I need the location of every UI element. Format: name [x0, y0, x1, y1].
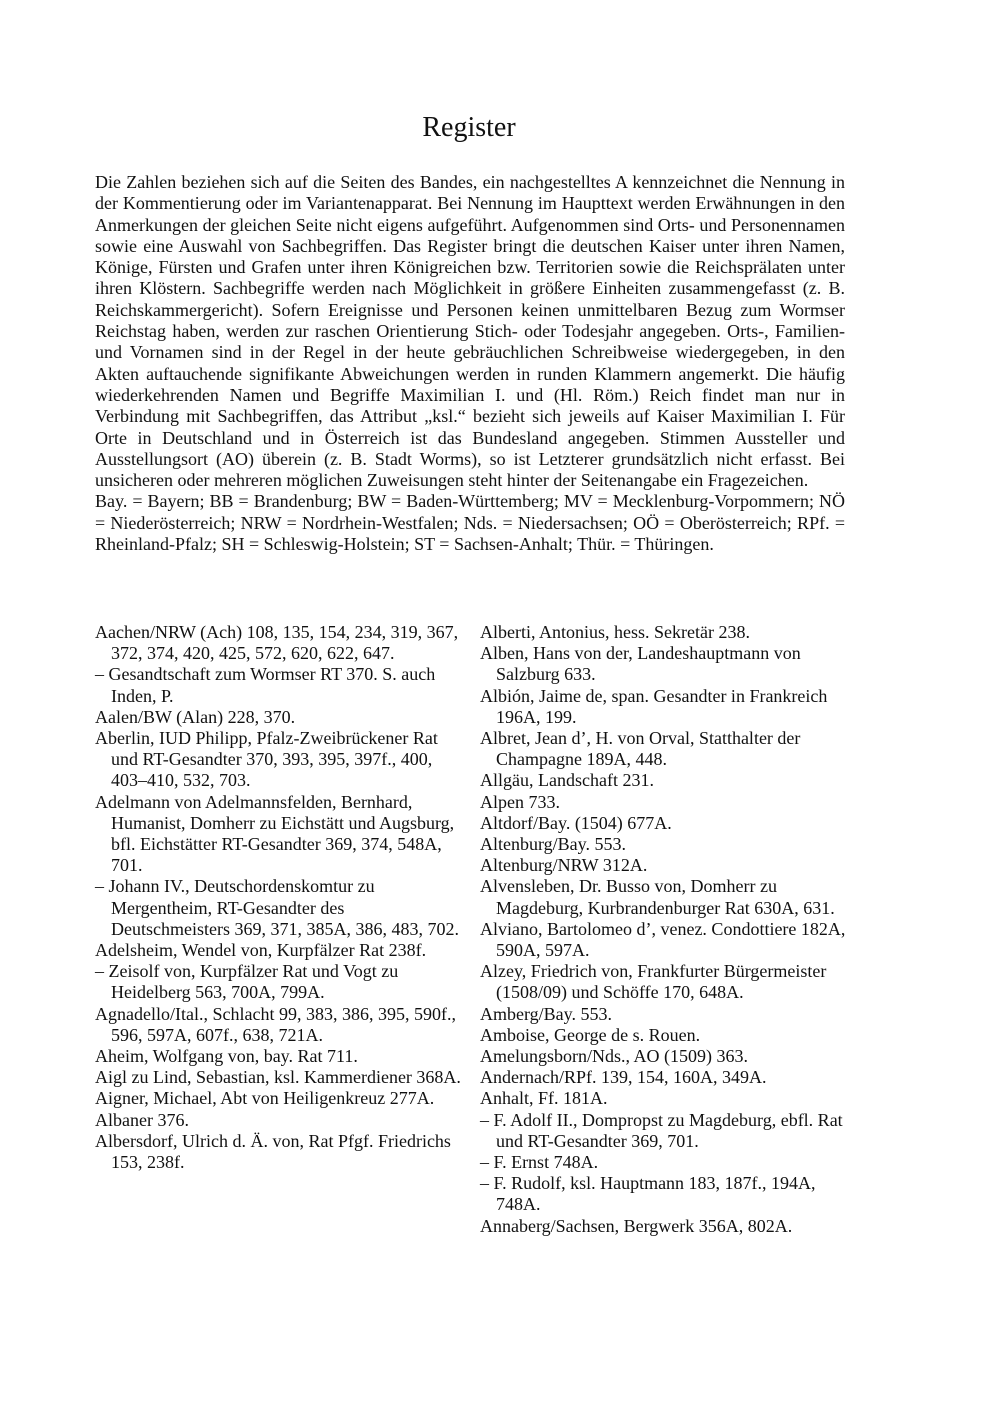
register-entry: Albret, Jean d’, H. von Orval, Statthalter der Champagne 189A, 448.	[480, 728, 801, 770]
register-entry: Aigl zu Lind, Sebastian, ksl. Kammerdiener 368A.	[95, 1067, 461, 1088]
register-entry: Alviano, Bartolomeo d’, venez. Condottiere 182A, 590A, 597A.	[480, 918, 846, 961]
register-entry: Albersdorf, Ulrich d. Ä. von, Rat Pfgf. Friedrichs 153, 238f.	[95, 1130, 451, 1173]
register-entry: – F. Ernst 748A.	[480, 1152, 599, 1173]
abbreviation-list: Bay. = Bayern; BB = Brandenburg; BW = Baden-Württemberg; MV = Mecklenburg-Vorpommern; NÖ = Niederösterreich; NRW = Nordrhein-Westfalen; Nds. = Niedersachsen; OÖ = Oberösterreich; RPf. = Rheinland-Pfalz; SH = Schleswig-Holstein; ST = Sachsen-Anhalt; Thür. = Thüringen.	[95, 491, 845, 555]
register-entry: Amboise, George de s. Rouen.	[480, 1024, 701, 1045]
register-entry: Alzey, Friedrich von, Frankfurter Bürgermeister (1508/09) und Schöffe 170, 648A.	[480, 961, 827, 1003]
register-entry: – F. Adolf II., Dompropst zu Magdeburg, ebfl. Rat und RT-Gesandter 369, 701.	[480, 1109, 843, 1151]
register-left-column	[95, 622, 467, 1173]
register-entry: – Gesandtschaft zum Wormser RT 370. S. auch Inden, P.	[95, 664, 436, 706]
register-entry: Agnadello/Ital., Schlacht 99, 383, 386, 395, 590f., 596, 597A, 607f., 638, 721A.	[95, 1003, 456, 1045]
register-entry: Annaberg/Sachsen, Bergwerk 356A, 802A.	[480, 1215, 793, 1236]
register-entry: Altenburg/NRW 312A.	[480, 855, 648, 876]
register-entry: Amelungsborn/Nds., AO (1509) 363.	[480, 1046, 748, 1067]
register-entry: Aigner, Michael, Abt von Heiligenkreuz 277A.	[95, 1088, 435, 1109]
page-title: Register	[422, 112, 516, 143]
register-entry: Alberti, Antonius, hess. Sekretär 238.	[480, 622, 750, 642]
register-entry: – Johann IV., Deutschordenskomtur zu Mergentheim, RT-Gesandter des Deutschmeisters 369, 371, 385A, 386, 483, 702.	[95, 876, 459, 939]
register-entry: Amberg/Bay. 553.	[480, 1003, 612, 1024]
register-entry: – Zeisolf von, Kurpfälzer Rat und Vogt zu Heidelberg 563, 700A, 799A.	[95, 961, 399, 1003]
register-entry: Adelsheim, Wendel von, Kurpfälzer Rat 238f.	[95, 940, 427, 961]
register-entry: Albaner 376.	[95, 1109, 189, 1130]
register-entry: Aberlin, IUD Philipp, Pfalz-Zweibrückener Rat und RT-Gesandter 370, 393, 395, 397f., 400, 403–410, 532, 703.	[95, 728, 438, 791]
register-entry: Alpen 733.	[480, 791, 560, 812]
register-entry: Alben, Hans von der, Landeshauptmann von Salzburg 633.	[480, 643, 801, 685]
register-entry: Altenburg/Bay. 553.	[480, 834, 626, 855]
register-entry: Aalen/BW (Alan) 228, 370.	[95, 706, 296, 727]
register-entry: Adelmann von Adelmannsfelden, Bernhard, Humanist, Domherr zu Eichstätt und Augsburg, bfl. Eichstätter RT-Gesandter 369, 374, 548A, 701.	[95, 791, 455, 876]
register-entry: Aachen/NRW (Ach) 108, 135, 154, 234, 319, 367, 372, 374, 420, 425, 572, 620, 622, 647.	[95, 622, 459, 664]
register-entry: Albión, Jaime de, span. Gesandter in Frankreich 196A, 199.	[480, 685, 828, 727]
register-entry: Aheim, Wolfgang von, bay. Rat 711.	[95, 1046, 358, 1067]
register-entry: Allgäu, Landschaft 231.	[480, 770, 654, 791]
register-entry: Andernach/RPf. 139, 154, 160A, 349A.	[480, 1067, 767, 1088]
register-entry: – F. Rudolf, ksl. Hauptmann 183, 187f., 194A, 748A.	[480, 1173, 816, 1215]
register-entry: Anhalt, Ff. 181A.	[480, 1088, 608, 1109]
register-entry: Altdorf/Bay. (1504) 677A.	[480, 812, 672, 833]
intro-text	[95, 172, 845, 555]
register-entry: Alvensleben, Dr. Busso von, Domherr zu Magdeburg, Kurbrandenburger Rat 630A, 631.	[480, 876, 835, 918]
register-right-column	[480, 622, 852, 1237]
intro-paragraph: Die Zahlen beziehen sich auf die Seiten des Bandes, ein nachgestelltes A kennzeichnet die Nennung in der Kommentierung oder im Variantenapparat. Bei Nennung im Haupttext werden Erwähnungen in den Anmerkungen der gleichen Seite nicht eigens aufgeführt. Aufgenommen sind Orts- und Personennamen sowie eine Auswahl von Sachbegriffen. Das Register bringt die deutschen Kaiser unter ihren Namen, Könige, Fürsten und Grafen unter ihren Königreichen bzw. Territorien sowie die Reichsprälaten unter ihren Klöstern. Sachbegriffe werden nach Möglichkeit in größere Einheiten zusammengefasst (z. B. Reichskammergericht). Sofern Ereignisse und Personen keinen unmittelbaren Bezug zum Wormser Reichstag haben, werden zur raschen Orientierung Stich- oder Todesjahr angegeben. Orts-, Familien- und Vornamen sind in der Regel in der heute gebräuchlichen Schreibweise wiedergegeben, in den Akten auftauchende signifikante Abweichungen werden in runden Klammern angemerkt. Die häufig wiederkehrenden Namen und Begriffe Maximilian I. und (Hl. Röm.) Reich findet man nur in Verbindung mit Sachbegriffen, das Attribut „ksl.“ bezieht sich jeweils auf Kaiser Maximilian I. Für Orte in Deutschland und in Österreich ist das Bundesland angegeben. Stimmen Aussteller und Ausstellungsort (AO) überein (z. B. Stadt Worms), so ist Letzterer grundsätzlich nicht erfasst. Bei unsicheren oder mehreren möglichen Zuweisungen steht hinter der Seitenangabe ein Fragezeichen.	[95, 172, 845, 491]
